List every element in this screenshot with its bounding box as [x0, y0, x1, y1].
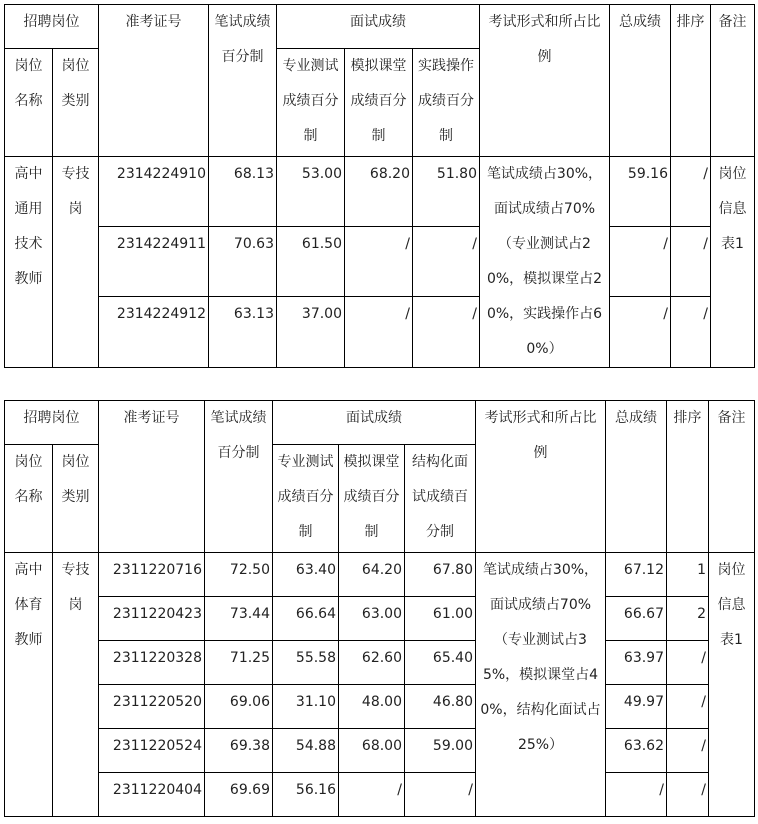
- rank-cell: /: [667, 729, 709, 773]
- header-recruit-post: 招聘岗位: [5, 401, 99, 445]
- mock-class-cell: 62.60: [339, 641, 405, 685]
- header-post-name: 岗位名称: [5, 49, 53, 157]
- ticket-cell: 2311220524: [99, 729, 205, 773]
- written-cell: 68.13: [209, 157, 277, 227]
- header-post-type: 岗位类别: [53, 445, 99, 553]
- header-recruit-post: 招聘岗位: [5, 5, 99, 49]
- professional-test-cell: 31.10: [273, 685, 339, 729]
- total-cell: 59.16: [610, 157, 671, 227]
- header-professional-test: 专业测试成绩百分制: [277, 49, 345, 157]
- header-remark: 备注: [709, 401, 755, 553]
- header-exam-form: 考试形式和所占比例: [480, 5, 610, 157]
- mock-class-cell: 68.20: [345, 157, 413, 227]
- structured-interview-cell: 59.00: [405, 729, 476, 773]
- table-row: [5, 685, 755, 729]
- rank-cell: /: [671, 157, 711, 227]
- post-type-cell: 专技岗: [53, 553, 99, 817]
- total-cell: 63.62: [606, 729, 667, 773]
- ticket-cell: 2311220520: [99, 685, 205, 729]
- mock-class-cell: 48.00: [339, 685, 405, 729]
- rank-cell: /: [671, 227, 711, 297]
- professional-test-cell: 63.40: [273, 553, 339, 597]
- ticket-cell: 2311220328: [99, 641, 205, 685]
- table-row: [5, 773, 755, 817]
- mock-class-cell: /: [345, 297, 413, 368]
- written-cell: 71.25: [205, 641, 273, 685]
- practical-operation-cell: 51.80: [413, 157, 480, 227]
- total-cell: /: [610, 227, 671, 297]
- remark-cell: 岗位信息表1: [711, 157, 755, 368]
- written-cell: 69.38: [205, 729, 273, 773]
- mock-class-cell: 68.00: [339, 729, 405, 773]
- header-written-score: 笔试成绩百分制: [205, 401, 273, 553]
- total-cell: 49.97: [606, 685, 667, 729]
- ticket-cell: 2314224911: [99, 227, 209, 297]
- post-name-cell: 高中通用技术教师: [5, 157, 53, 368]
- post-name-cell: 高中体育教师: [5, 553, 53, 817]
- structured-interview-cell: 67.80: [405, 553, 476, 597]
- header-post-name: 岗位名称: [5, 445, 53, 553]
- table-row: [5, 157, 755, 227]
- structured-interview-cell: 65.40: [405, 641, 476, 685]
- rank-cell: /: [667, 685, 709, 729]
- header-mock-class: 模拟课堂成绩百分制: [339, 445, 405, 553]
- professional-test-cell: 54.88: [273, 729, 339, 773]
- rank-cell: 1: [667, 553, 709, 597]
- header-rank: 排序: [671, 5, 711, 157]
- mock-class-cell: 64.20: [339, 553, 405, 597]
- header-mock-class: 模拟课堂成绩百分制: [345, 49, 413, 157]
- professional-test-cell: 53.00: [277, 157, 345, 227]
- table-row: [5, 227, 755, 297]
- professional-test-cell: 66.64: [273, 597, 339, 641]
- total-cell: /: [610, 297, 671, 368]
- structured-interview-cell: 46.80: [405, 685, 476, 729]
- written-cell: 72.50: [205, 553, 273, 597]
- header-structured-interview: 结构化面试成绩百分制: [405, 445, 476, 553]
- written-cell: 70.63: [209, 227, 277, 297]
- total-cell: 66.67: [606, 597, 667, 641]
- exam-form-cell: 笔试成绩占30%，面试成绩占70%（专业测试占20%，模拟课堂占20%，实践操作占60%）: [480, 157, 610, 368]
- rank-cell: 2: [667, 597, 709, 641]
- ticket-cell: 2314224910: [99, 157, 209, 227]
- header-exam-form: 考试形式和所占比例: [476, 401, 606, 553]
- written-cell: 69.69: [205, 773, 273, 817]
- header-total-score: 总成绩: [610, 5, 671, 157]
- professional-test-cell: 55.58: [273, 641, 339, 685]
- header-total-score: 总成绩: [606, 401, 667, 553]
- structured-interview-cell: /: [405, 773, 476, 817]
- structured-interview-cell: 61.00: [405, 597, 476, 641]
- written-cell: 69.06: [205, 685, 273, 729]
- total-cell: /: [606, 773, 667, 817]
- rank-cell: /: [667, 641, 709, 685]
- written-cell: 73.44: [205, 597, 273, 641]
- ticket-cell: 2311220716: [99, 553, 205, 597]
- post-type-cell: 专技岗: [53, 157, 99, 368]
- ticket-cell: 2314224912: [99, 297, 209, 368]
- header-ticket-no: 准考证号: [99, 401, 205, 553]
- ticket-cell: 2311220423: [99, 597, 205, 641]
- header-interview-score: 面试成绩: [273, 401, 476, 445]
- header-post-type: 岗位类别: [53, 49, 99, 157]
- header-rank: 排序: [667, 401, 709, 553]
- header-ticket-no: 准考证号: [99, 5, 209, 157]
- table-row: [5, 297, 755, 368]
- ticket-cell: 2311220404: [99, 773, 205, 817]
- header-practical-operation: 实践操作成绩百分制: [413, 49, 480, 157]
- total-cell: 63.97: [606, 641, 667, 685]
- table-row: [5, 597, 755, 641]
- table-row: [5, 553, 755, 597]
- mock-class-cell: /: [339, 773, 405, 817]
- header-written-score: 笔试成绩百分制: [209, 5, 277, 157]
- score-table-technology: [4, 4, 755, 368]
- practical-operation-cell: /: [413, 227, 480, 297]
- table-row: [5, 729, 755, 773]
- remark-cell: 岗位信息表1: [709, 553, 755, 817]
- written-cell: 63.13: [209, 297, 277, 368]
- practical-operation-cell: /: [413, 297, 480, 368]
- professional-test-cell: 61.50: [277, 227, 345, 297]
- total-cell: 67.12: [606, 553, 667, 597]
- table-row: [5, 641, 755, 685]
- rank-cell: /: [671, 297, 711, 368]
- mock-class-cell: 63.00: [339, 597, 405, 641]
- professional-test-cell: 37.00: [277, 297, 345, 368]
- professional-test-cell: 56.16: [273, 773, 339, 817]
- exam-form-cell: 笔试成绩占30%，面试成绩占70%（专业测试占35%，模拟课堂占40%，结构化面试占25%）: [476, 553, 606, 817]
- header-remark: 备注: [711, 5, 755, 157]
- rank-cell: /: [667, 773, 709, 817]
- mock-class-cell: /: [345, 227, 413, 297]
- header-professional-test: 专业测试成绩百分制: [273, 445, 339, 553]
- header-interview-score: 面试成绩: [277, 5, 480, 49]
- score-table-pe: [4, 400, 755, 817]
